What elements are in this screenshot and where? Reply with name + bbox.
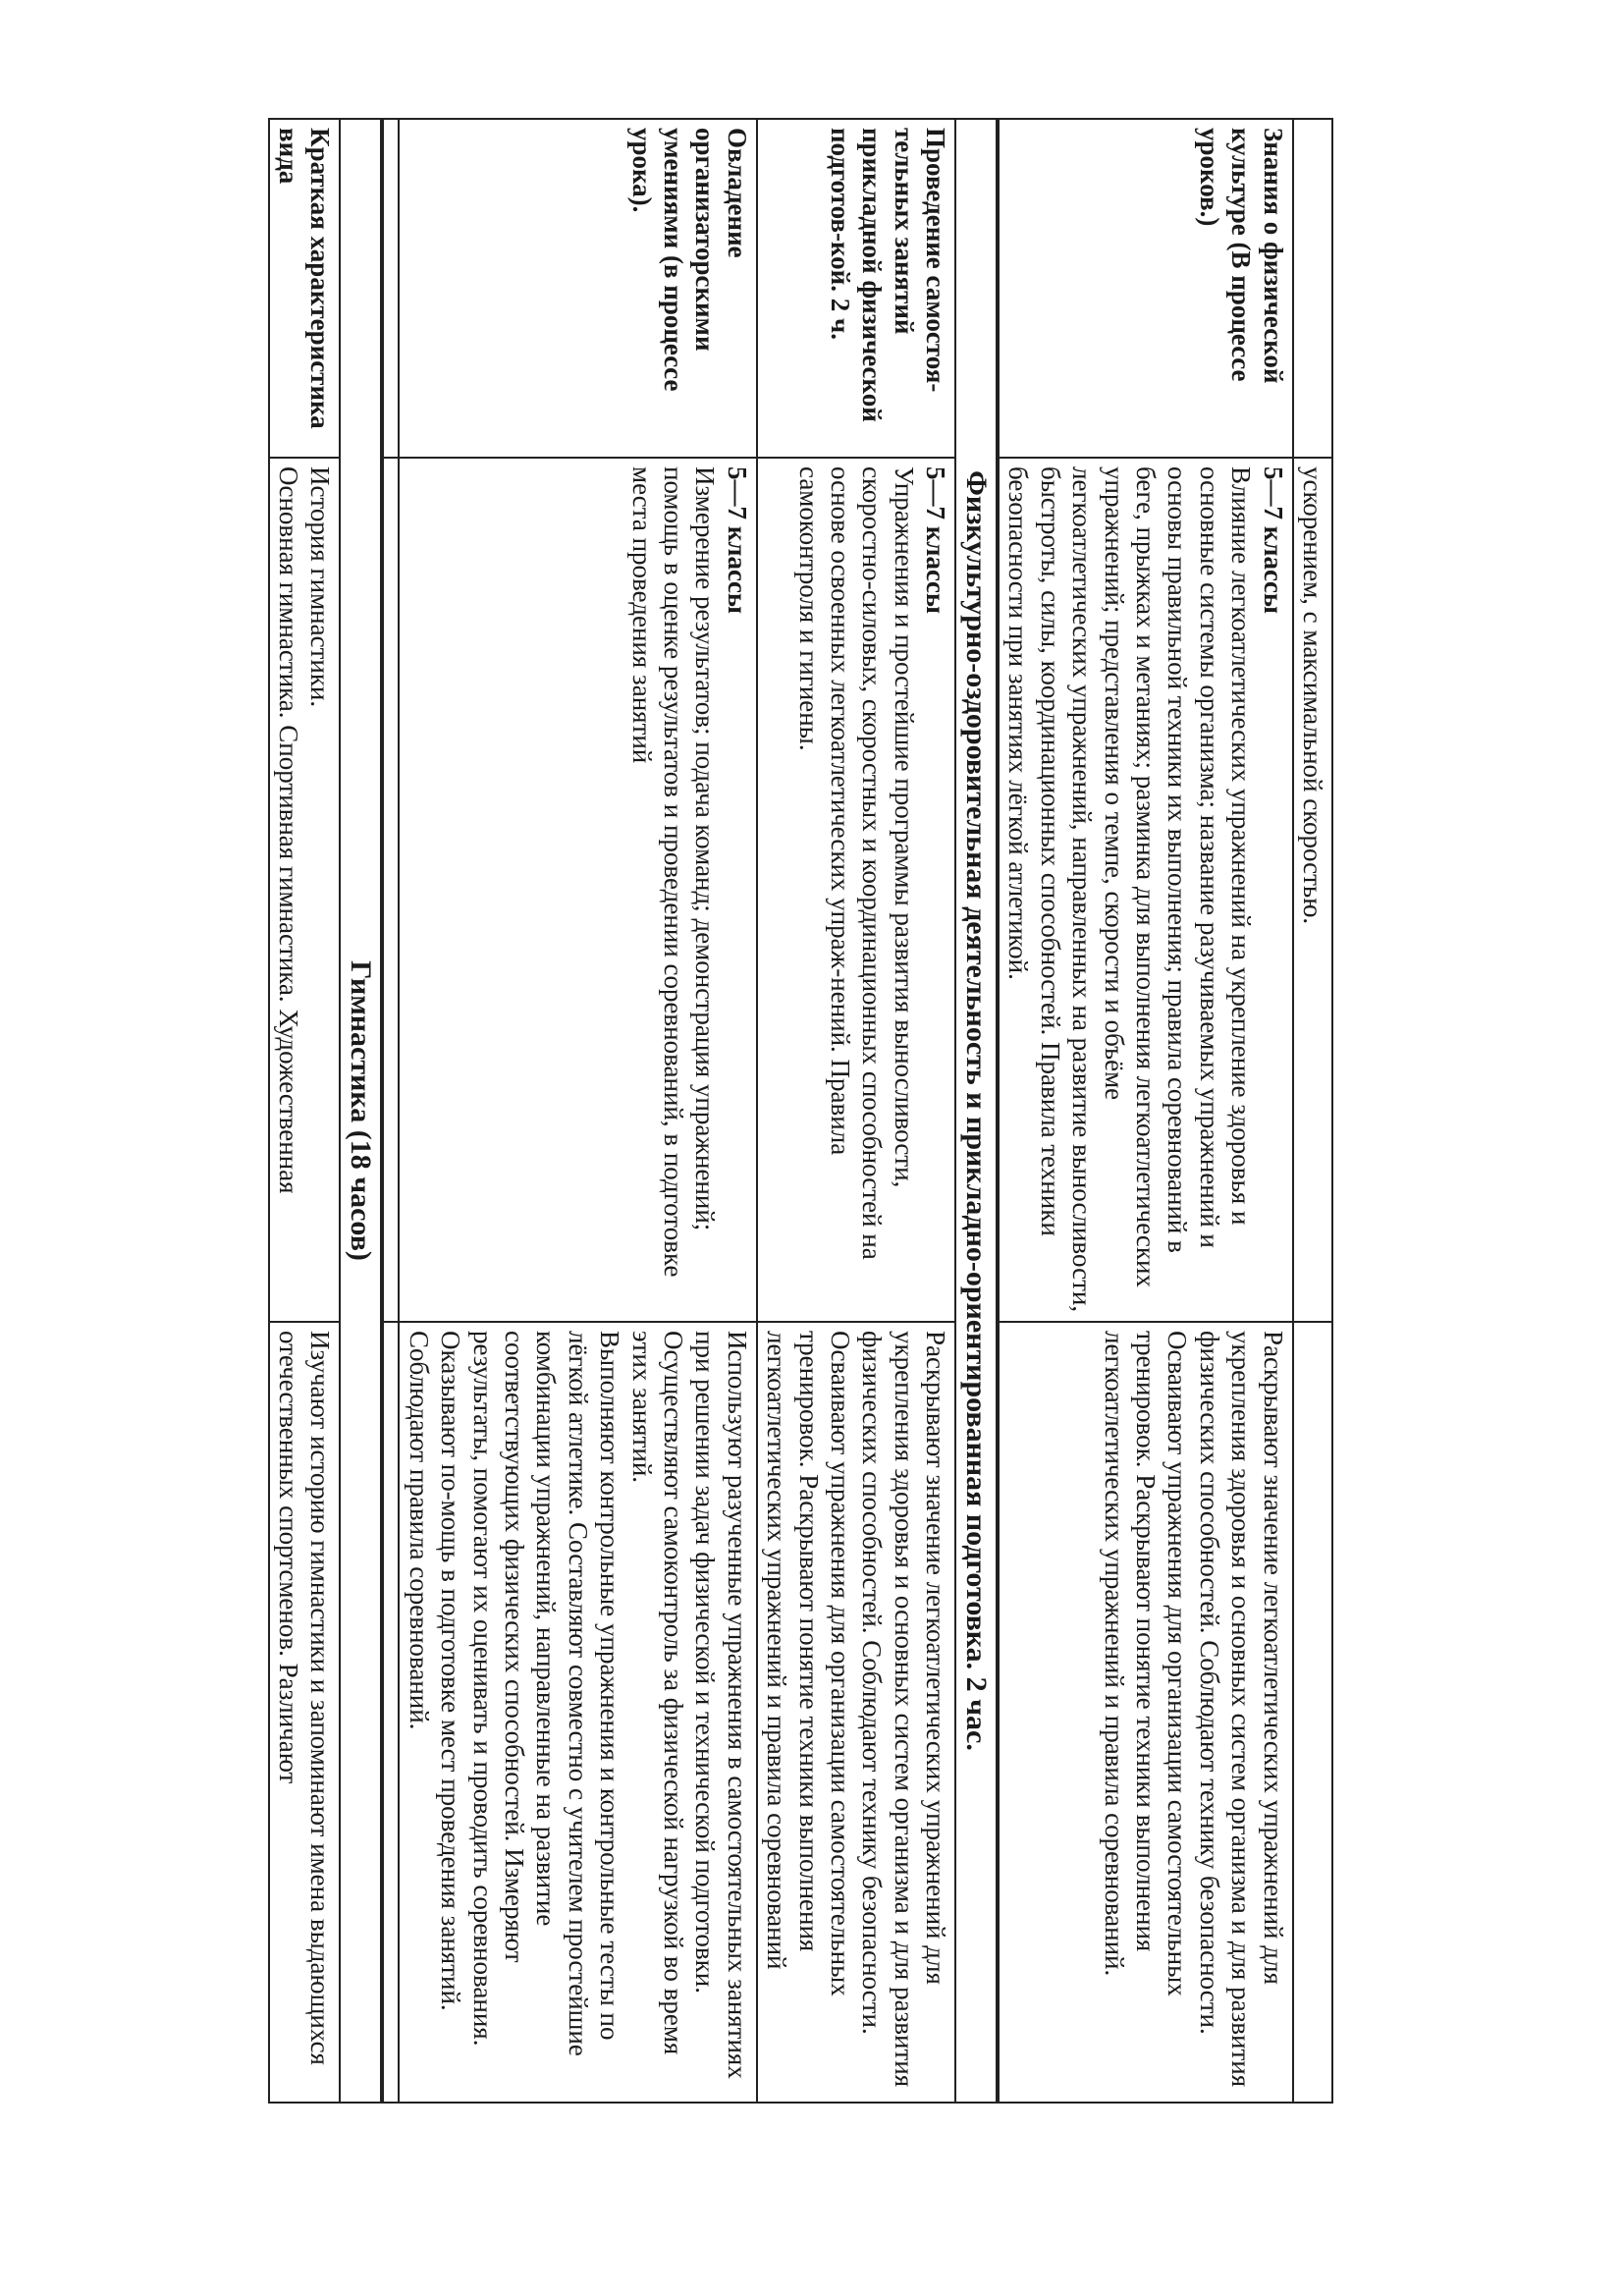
empty-cell [1293,1322,1332,2103]
topic-cell [998,119,1293,458]
table-row [399,119,756,2103]
content-text: История гимнастики. [305,466,336,708]
topic-cell [269,119,341,458]
section-header-row [955,119,998,2103]
activity-text: Раскрывают значение легкоатлетических упражнений для укрепления здоровья и основных систем организма и для развития физических способностей. Соблюдают технику безопасности. Осваивают упражнения для организации самостоятельных тренировок. Раскрывают понятие техники выполнения легкоатлетических упражнений и правила соревнований. [1099,1331,1288,2088]
content-cell [998,458,1293,1322]
activity-text: Используют разученные упражнения в самостоятельных занятиях при решении задач физической и технической подготовки. Осуществляют самоконтроль за физической нагрузкой во время этих занятий. [626,1331,752,2079]
activity-cell [998,1322,1293,2103]
table-row [1293,119,1332,2103]
topic-cell [757,119,955,458]
table-row [998,119,1293,2103]
topic-label: Краткая характеристика вида [274,128,336,429]
empty-cell [382,119,399,458]
content-text: Влияние легкоатлетических упражнений на укрепление здоровья и основные системы организма; название разучиваемых упражнений и основы правильной техники их выполнения; правила соревнований в беге, прыжках и метаниях; разминка для выполнения легкоатлетических упражнений; представления о темпе, скорости и объёме легкоатлетических упражнений, направленных на развитие выносливости, быстроты, силы, координационных способностей. Правила техники безопасности при занятиях лёгкой атлетикой. [1003,466,1257,1313]
topic-label: Овладение организаторскими умениями (в процессе урока). [626,128,752,392]
content-text: Основная гимнастика. Спортивная гимнастика. Художественная [274,466,304,1194]
table-row [269,119,341,2103]
grade-label: 5—7 классы [921,466,951,615]
content-cell [269,458,341,1322]
section-title: Физкультурно-оздоровительная деятельность и прикладно-ориентированная подготовка. 2 час. [955,119,998,2103]
table-row [757,119,955,2103]
empty-cell [1293,119,1332,458]
content-cell [1293,458,1332,1322]
content-text: Измерение результатов; подача команд; демонстрация упражнений; помощь в оценке результатов и проведении соревнований, в подготовке места проведения занятий [626,466,721,1278]
activity-cell [399,1322,756,2103]
topic-label: Проведение самостоя-тельных занятий прикладной физической подготов-кой. 2 ч. [825,128,951,422]
section-header-row [340,119,382,2103]
content-cell [757,458,955,1322]
table-row [382,119,399,2103]
activity-cell [757,1322,955,2103]
topic-cell [399,119,756,458]
section-title: Гимнастика (18 часов) [340,119,382,2103]
empty-cell [382,1322,399,2103]
content-cell [399,458,756,1322]
content-text: ускорением, с максимальной скоростью. [1298,466,1327,925]
activity-text: Выполняют контрольные упражнения и контрольные тесты по лёгкой атлетике. Составляют совместно с учителем простейшие комбинации упражнений, направленные на развитие соответствующих физических способностей. Измеряют результаты, помогают их оценивать и проводить соревнования. Оказывают по-мощь в подготовке мест проведения занятий. Соблюдают правила соревнований. [404,1331,625,2056]
activity-cell [269,1322,341,2103]
grade-label: 5—7 классы [722,466,752,615]
content-text: Упражнения и простейшие программы развития выносливости, скоростно-силовых, скоростных и координационных способностей на основе освоенных легкоатлетических упраж-нений. Правила самоконтроля и гигиены. [793,466,919,1260]
activity-text: Изучают историю гимнастики и запоминают имена выдающихся отечественных спортсменов. Различают [274,1331,336,2065]
activity-text: Раскрывают значение легкоатлетических упражнений для укрепления здоровья и основных систем организма и для развития физических способностей. Соблюдают технику безопасности. Осваивают упражнения для организации самостоятельных тренировок. Раскрывают понятие техники выполнения легкоатлетических упражнений и правила соревнований [762,1331,951,2088]
curriculum-table [268,118,1333,2104]
topic-label: Знания о физической культуре (В процессе уроков.) [1194,128,1288,384]
empty-cell [382,458,399,1322]
grade-label: 5—7 классы [1258,466,1288,615]
